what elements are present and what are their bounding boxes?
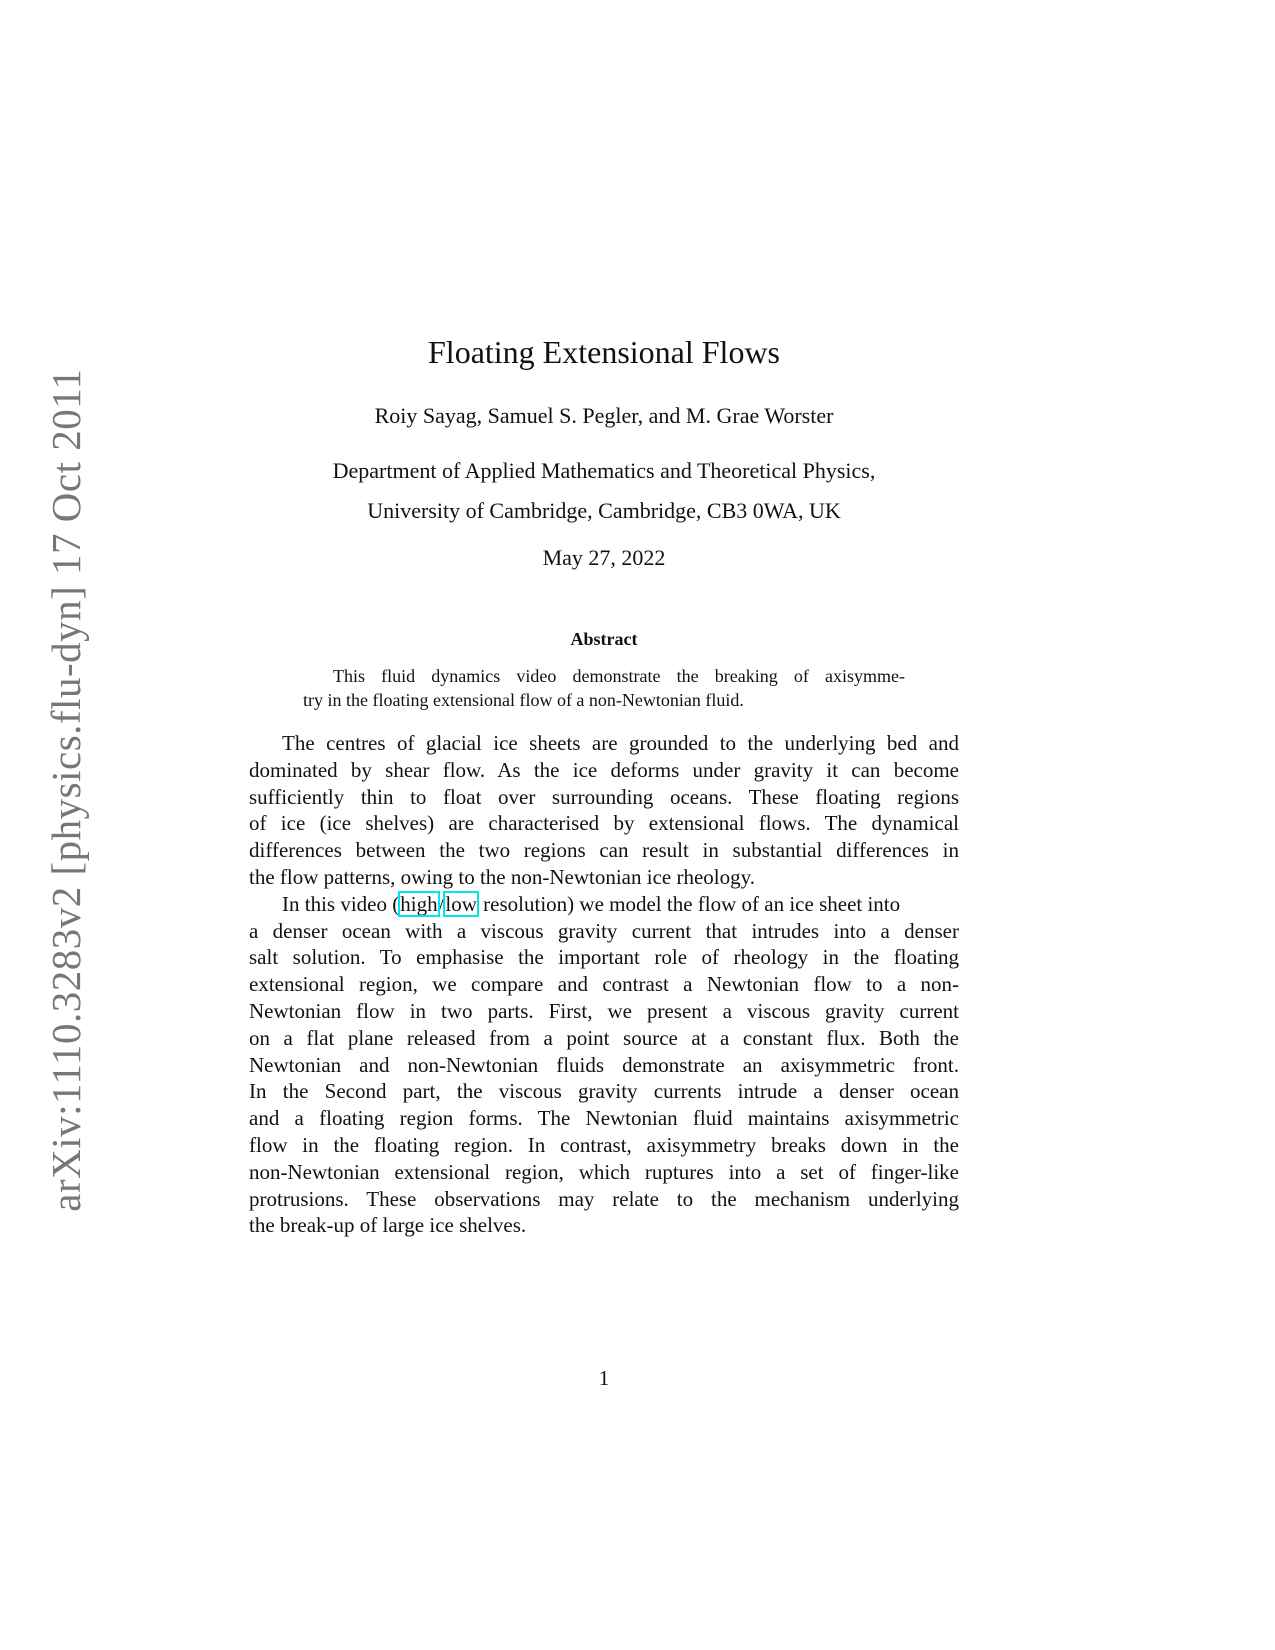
high-resolution-link[interactable]: high <box>400 891 438 916</box>
affiliation-line-2: University of Cambridge, Cambridge, CB3 0WA, UK <box>367 498 841 523</box>
text-line: differences between the two regions can result in substantial differences in <box>249 838 959 863</box>
text-line: Newtonian and non-Newtonian fluids demonstrate an axisymmetric front. <box>249 1052 959 1077</box>
text-line: flow in the floating region. In contrast, axisymmetry breaks down in the <box>249 1132 959 1157</box>
slash: / <box>438 891 445 916</box>
paragraph-2 <box>249 891 959 1239</box>
text-line: In the Second part, the viscous gravity currents intrude a denser ocean <box>249 1079 959 1104</box>
paragraph-1 <box>249 730 959 891</box>
low-resolution-link[interactable]: low <box>445 891 477 916</box>
abstract-text <box>303 664 905 712</box>
arxiv-identifier: arXiv:1110.3283v2 [physics.flu-dyn] 17 Oct 2011 <box>43 368 89 1212</box>
text-line: Newtonian flow in two parts. First, we present a viscous gravity current <box>249 998 959 1023</box>
text-line: the flow patterns, owing to the non-Newtonian ice rheology. <box>249 864 756 889</box>
text-line: sufficiently thin to float over surrounding oceans. These floating regions <box>249 784 959 809</box>
text-fragment: resolution) we model the flow of an ice sheet into <box>477 891 901 916</box>
affiliation-line-1: Department of Applied Mathematics and Theoretical Physics, <box>332 458 876 483</box>
text-line: non-Newtonian extensional region, which ruptures into a set of finger-like <box>249 1159 959 1184</box>
authors: Roiy Sayag, Samuel S. Pegler, and M. Grae Worster <box>374 403 834 428</box>
abstract-heading: Abstract <box>570 629 638 649</box>
text-line: on a flat plane released from a point source at a constant flux. Both the <box>249 1025 959 1050</box>
text-line: dominated by shear flow. As the ice deforms under gravity it can become <box>249 757 959 782</box>
text-line: and a floating region forms. The Newtonian fluid maintains axisymmetric <box>249 1106 959 1131</box>
text-line: the break-up of large ice shelves. <box>249 1213 527 1238</box>
body-text <box>249 730 959 1239</box>
abstract-line: This fluid dynamics video demonstrate the breaking of axisymme- <box>333 666 905 686</box>
text-line: protrusions. These observations may relate to the mechanism underlying <box>249 1186 959 1211</box>
abstract-line: try in the floating extensional flow of a non-Newtonian fluid. <box>303 690 744 710</box>
text-fragment: In this video ( <box>282 891 400 916</box>
text-line: extensional region, we compare and contrast a Newtonian flow to a non- <box>249 972 959 997</box>
text-line <box>249 891 959 918</box>
date: May 27, 2022 <box>542 545 666 570</box>
text-line: The centres of glacial ice sheets are grounded to the underlying bed and <box>282 731 959 755</box>
paper-title: Floating Extensional Flows <box>428 334 780 370</box>
text-line: a denser ocean with a viscous gravity current that intrudes into a denser <box>249 918 959 943</box>
text-line: salt solution. To emphasise the important role of rheology in the floating <box>249 945 959 970</box>
text-line: of ice (ice shelves) are characterised by extensional flows. The dynamical <box>249 811 959 836</box>
page-number: 1 <box>598 1366 610 1390</box>
